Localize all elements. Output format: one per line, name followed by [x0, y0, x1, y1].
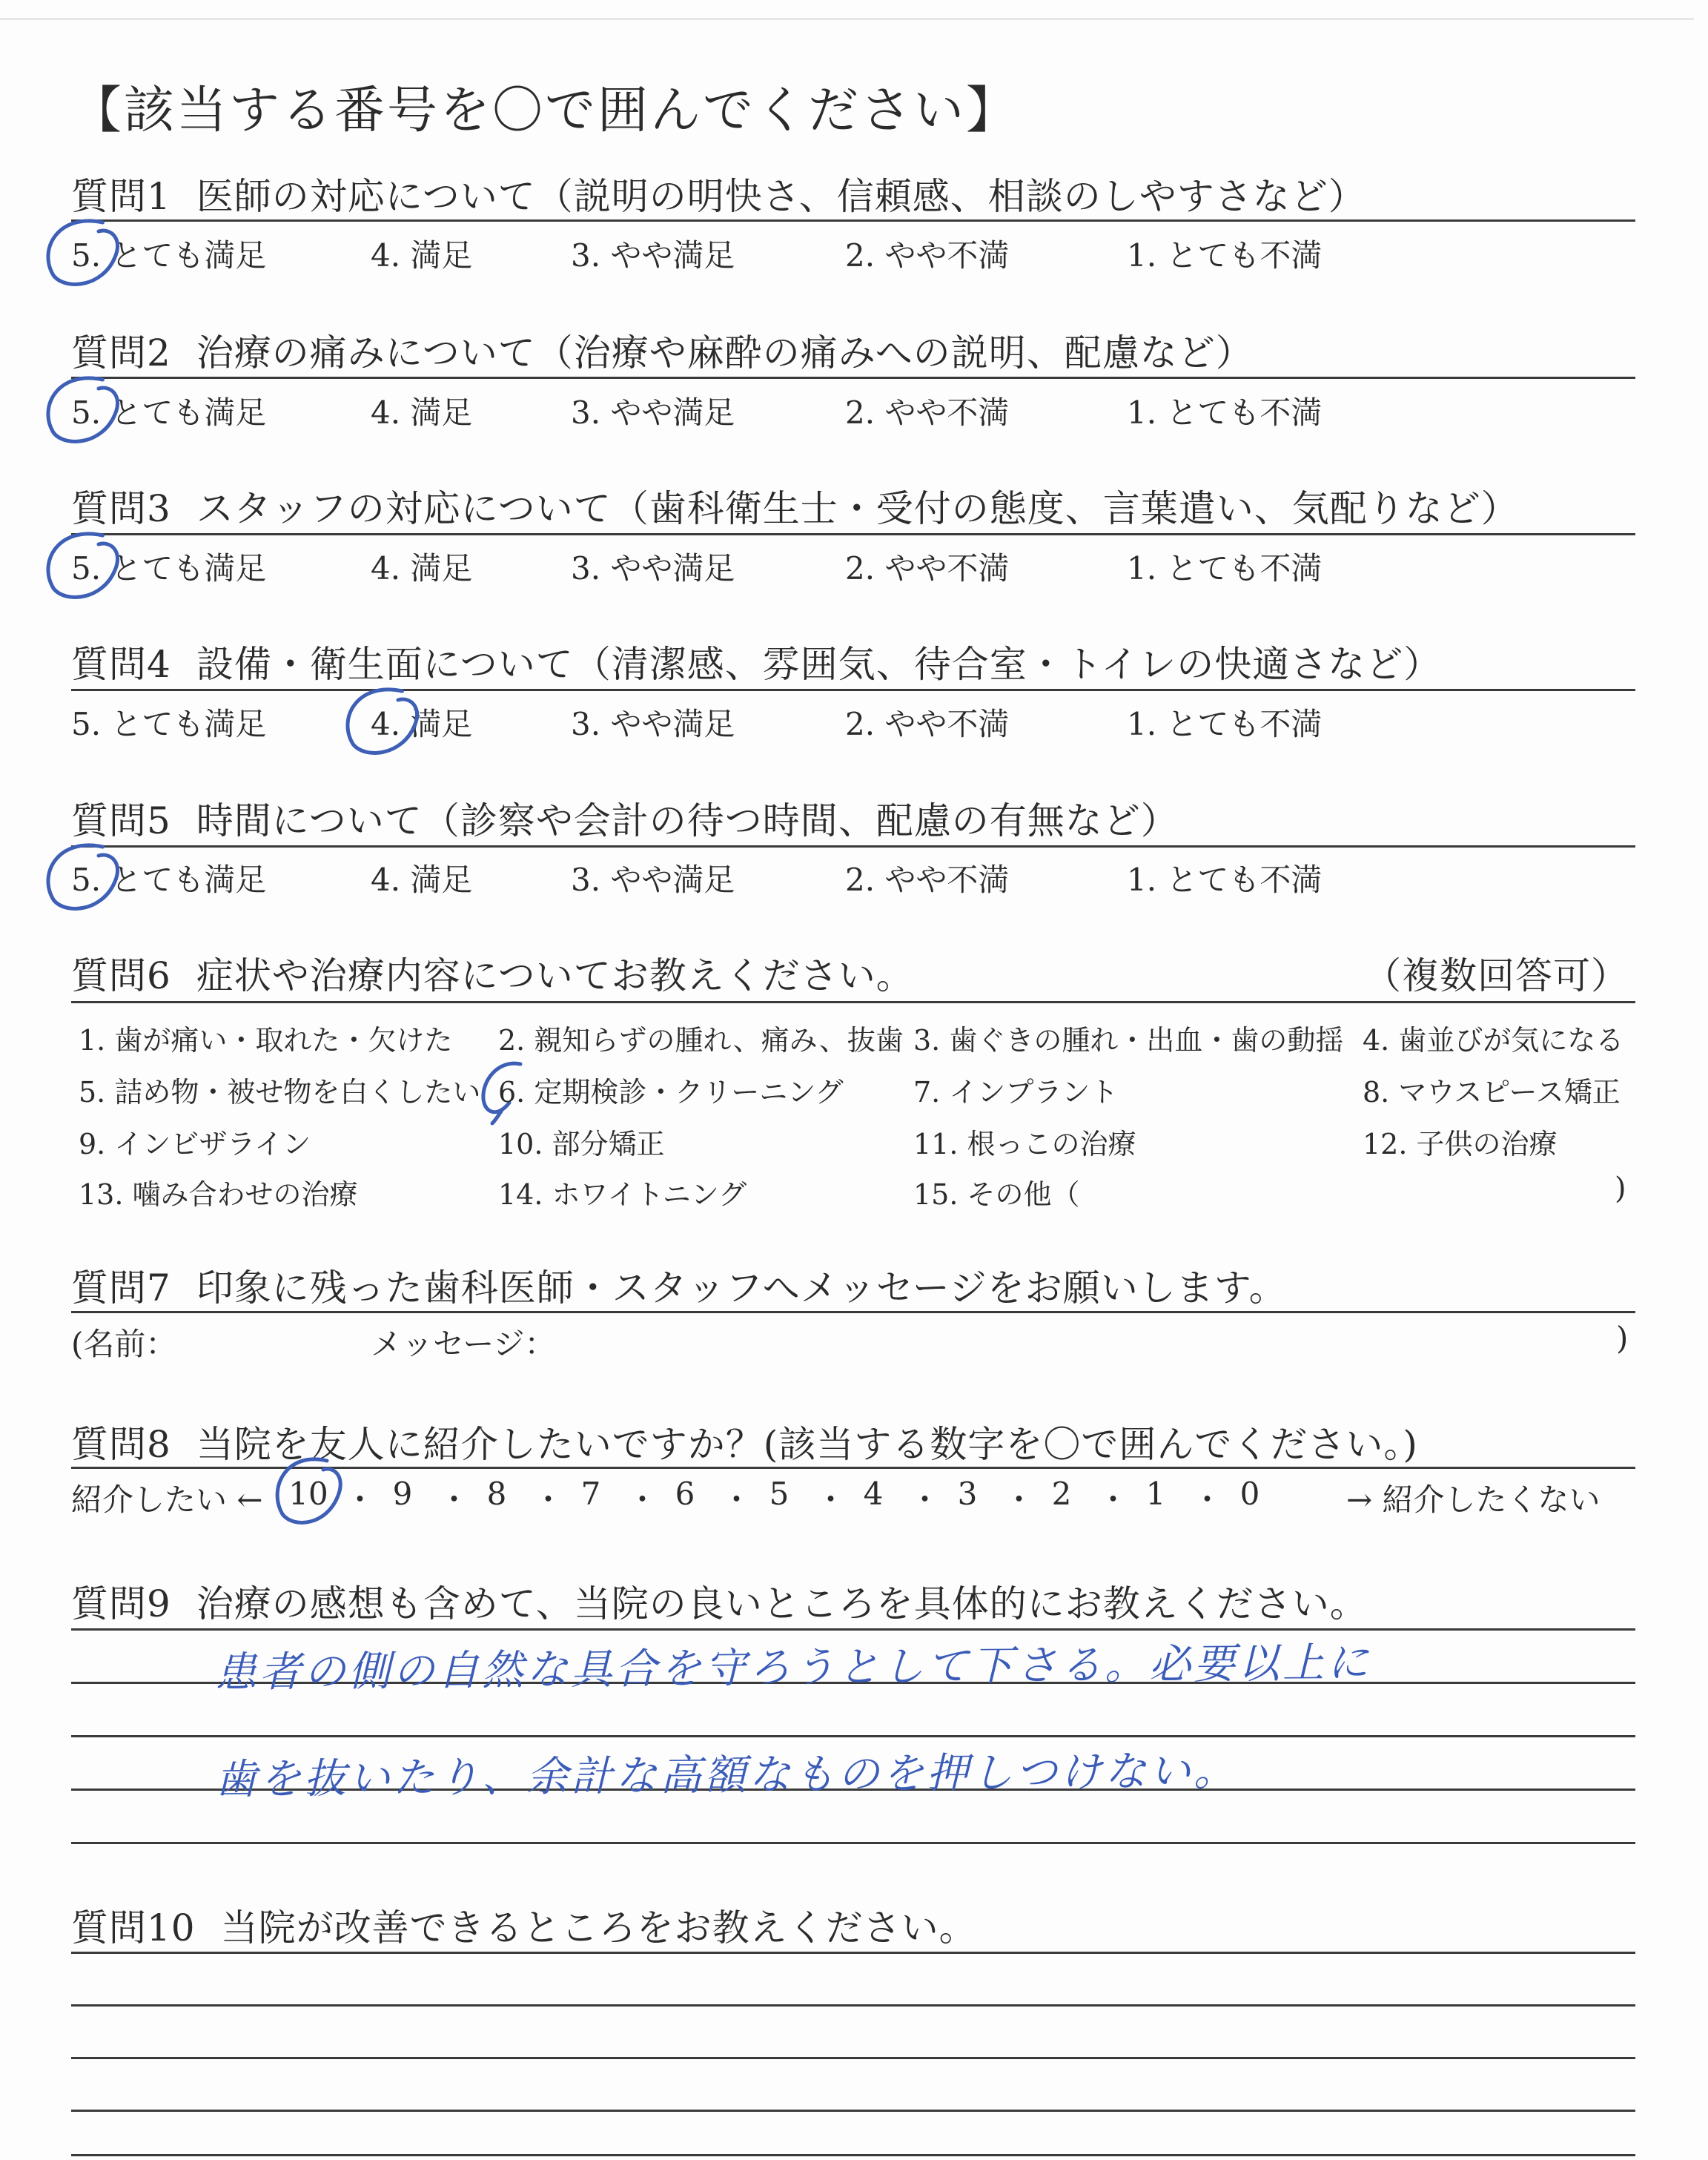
rating-option-5[interactable]: 5. とても満足	[71, 237, 267, 274]
rating-option-5[interactable]: 5. とても満足	[71, 706, 267, 742]
rating-option-1[interactable]: 1. とても不満	[1127, 862, 1323, 898]
scale-point-7[interactable]: 7	[580, 1476, 601, 1512]
treatment-option-4[interactable]: 4. 歯並びが気になる	[1363, 1024, 1624, 1057]
treatment-option-14[interactable]: 14. ホワイトニング	[498, 1178, 747, 1211]
scale-point-8[interactable]: 8	[486, 1476, 507, 1512]
treatment-option-13[interactable]: 13. 噛み合わせの治療	[79, 1178, 358, 1211]
scale-separator-dot: ・	[721, 1482, 752, 1518]
scale-point-9[interactable]: 9	[392, 1476, 413, 1512]
question-10-title	[71, 1898, 977, 1952]
treatment-option-12[interactable]: 12. 子供の治療	[1363, 1128, 1558, 1160]
scale-separator-dot: ・	[438, 1482, 470, 1518]
scale-separator-dot: ・	[909, 1482, 941, 1518]
answer-line	[71, 2110, 1635, 2112]
rating-option-2[interactable]: 2. やや不満	[845, 550, 1010, 587]
question-1-number: 質問1	[71, 175, 171, 218]
name-field-label: (名前：	[71, 1326, 177, 1362]
scale-separator-dot: ・	[626, 1482, 658, 1518]
scale-point-10[interactable]: 10	[288, 1476, 328, 1512]
question-6-text: 症状や治療内容についてお教えください。	[196, 954, 914, 997]
question-5-text: 時間について（診察や会計の待つ時間、配慮の有無など）	[196, 799, 1179, 842]
question-2-rule	[71, 377, 1635, 379]
rating-option-5[interactable]: 5. とても満足	[71, 862, 267, 898]
scale-separator-dot: ・	[344, 1482, 376, 1518]
rating-option-2[interactable]: 2. やや不満	[845, 394, 1010, 431]
answer-line	[71, 2004, 1635, 2007]
treatment-option-7[interactable]: 7. インプラント	[913, 1076, 1119, 1109]
scale-left-label: 紹介したい ←	[71, 1482, 263, 1518]
answer-line	[71, 1952, 1635, 1954]
scale-separator-dot: ・	[532, 1482, 564, 1518]
rating-option-3[interactable]: 3. やや満足	[571, 237, 735, 274]
scale-separator-dot: ・	[1097, 1482, 1129, 1518]
rating-option-3[interactable]: 3. やや満足	[571, 394, 735, 431]
question-3-number: 質問3	[71, 487, 171, 530]
treatment-option-3[interactable]: 3. 歯ぐきの腫れ・出血・歯の動揺	[913, 1024, 1344, 1057]
answer-line	[71, 1735, 1635, 1737]
question-6-rule	[71, 1001, 1635, 1003]
question-7-number: 質問7	[71, 1266, 171, 1309]
treatment-option-2[interactable]: 2. 親知らずの腫れ、痛み、抜歯	[498, 1024, 904, 1057]
rating-option-2[interactable]: 2. やや不満	[845, 706, 1010, 742]
question-10-number: 質問10	[71, 1906, 196, 1949]
question-4-rule	[71, 689, 1635, 691]
question-1-rule	[71, 219, 1635, 222]
question-7-rule	[71, 1311, 1635, 1313]
question-5-rule	[71, 845, 1635, 848]
question-3-title	[71, 479, 1519, 532]
question-8-title	[71, 1415, 1418, 1468]
question-3-text: スタッフの対応について（歯科衛生士・受付の態度、言葉遣い、気配りなど）	[196, 487, 1519, 530]
scan-top-edge	[0, 18, 1694, 20]
rating-option-4[interactable]: 4. 満足	[371, 706, 473, 742]
question-9-text: 治療の感想も含めて、当院の良いところを具体的にお教えください。	[196, 1582, 1368, 1625]
scale-separator-dot: ・	[815, 1482, 847, 1518]
question-6-multiple-note: （複数回答可）	[1364, 954, 1629, 997]
question-1-text: 医師の対応について（説明の明快さ、信頼感、相談のしやすさなど）	[196, 175, 1366, 218]
question-2-text: 治療の痛みについて（治療や麻酔の痛みへの説明、配慮など）	[196, 331, 1254, 374]
question-7-text: 印象に残った歯科医師・スタッフへメッセージをお願いします。	[196, 1266, 1287, 1309]
handwritten-answer-line-1: 患者の側の自然な具合を守ろうとして下さる。必要以上に	[214, 1639, 1372, 1697]
question-5-number: 質問5	[71, 799, 171, 842]
question-4-text: 設備・衛生面について（清潔感、雰囲気、待合室・トイレの快適さなど）	[196, 643, 1442, 686]
treatment-option-11[interactable]: 11. 根っこの治療	[913, 1128, 1136, 1160]
treatment-option-6[interactable]: 6. 定期検診・クリーニング	[498, 1076, 844, 1109]
scale-right-label: → 紹介したくない	[1346, 1482, 1601, 1518]
other-close-paren: )	[1615, 1172, 1626, 1206]
scale-separator-dot: ・	[1191, 1482, 1223, 1518]
question-3-rule	[71, 533, 1635, 535]
question-4-title	[71, 635, 1441, 688]
question-10-text: 当院が改善できるところをお教えください。	[220, 1906, 977, 1949]
scale-point-4[interactable]: 4	[863, 1476, 884, 1512]
question-8-number: 質問8	[71, 1423, 171, 1466]
scale-separator-dot: ・	[1003, 1482, 1035, 1518]
question-2-number: 質問2	[71, 331, 171, 374]
question-2-title	[71, 323, 1254, 377]
answer-line	[71, 2154, 1635, 2156]
rating-option-4[interactable]: 4. 満足	[371, 550, 473, 587]
rating-option-4[interactable]: 4. 満足	[371, 394, 473, 431]
question-7-title	[71, 1258, 1287, 1312]
rating-option-1[interactable]: 1. とても不満	[1127, 237, 1323, 274]
answer-line	[71, 1628, 1635, 1631]
rating-option-1[interactable]: 1. とても不満	[1127, 550, 1323, 587]
treatment-option-8[interactable]: 8. マウスピース矯正	[1363, 1076, 1621, 1109]
scale-point-2[interactable]: 2	[1051, 1476, 1072, 1512]
message-field-label: メッセージ：	[371, 1326, 556, 1362]
treatment-option-10[interactable]: 10. 部分矯正	[498, 1128, 665, 1160]
rating-option-1[interactable]: 1. とても不満	[1127, 394, 1323, 431]
handwritten-answer-line-2: 歯を抜いたり、余計な高額なものを押しつけない。	[214, 1746, 1239, 1805]
treatment-option-5[interactable]: 5. 詰め物・被せ物を白くしたい	[79, 1076, 481, 1109]
rating-option-2[interactable]: 2. やや不満	[845, 862, 1010, 898]
rating-option-3[interactable]: 3. やや満足	[571, 862, 735, 898]
question-8-rule	[71, 1467, 1635, 1469]
treatment-option-9[interactable]: 9. インビザライン	[79, 1128, 311, 1160]
rating-option-5[interactable]: 5. とても満足	[71, 394, 267, 431]
rating-option-5[interactable]: 5. とても満足	[71, 550, 267, 587]
treatment-option-1[interactable]: 1. 歯が痛い・取れた・欠けた	[79, 1024, 453, 1057]
rating-option-3[interactable]: 3. やや満足	[571, 706, 735, 742]
question-4-number: 質問4	[71, 643, 171, 686]
message-close-paren: )	[1616, 1320, 1629, 1356]
rating-option-2[interactable]: 2. やや不満	[845, 237, 1010, 274]
rating-option-4[interactable]: 4. 満足	[371, 862, 473, 898]
question-9-title	[71, 1574, 1368, 1628]
form-instruction-heading: 【該当する番号を〇で囲んでください】	[71, 82, 1019, 140]
answer-line	[71, 1842, 1635, 1844]
rating-option-1[interactable]: 1. とても不満	[1127, 706, 1323, 742]
question-1-title	[71, 167, 1366, 220]
scale-point-0[interactable]: 0	[1239, 1476, 1260, 1512]
rating-option-4[interactable]: 4. 満足	[371, 237, 473, 274]
recommend-scale	[71, 1476, 1637, 1520]
answer-line	[71, 2057, 1635, 2059]
question-5-title	[71, 791, 1179, 845]
treatment-option-15[interactable]: 15. その他（	[913, 1178, 1080, 1211]
question-6-title	[71, 946, 914, 1000]
question-8-text: 当院を友人に紹介したいですか？(該当する数字を〇で囲んでください。)	[196, 1423, 1418, 1466]
question-6-number: 質問6	[71, 954, 171, 997]
scale-point-1[interactable]: 1	[1145, 1476, 1166, 1512]
rating-option-3[interactable]: 3. やや満足	[571, 550, 735, 587]
question-9-number: 質問9	[71, 1582, 171, 1625]
scale-point-3[interactable]: 3	[957, 1476, 978, 1512]
scale-point-6[interactable]: 6	[675, 1476, 695, 1512]
scale-point-5[interactable]: 5	[769, 1476, 790, 1512]
